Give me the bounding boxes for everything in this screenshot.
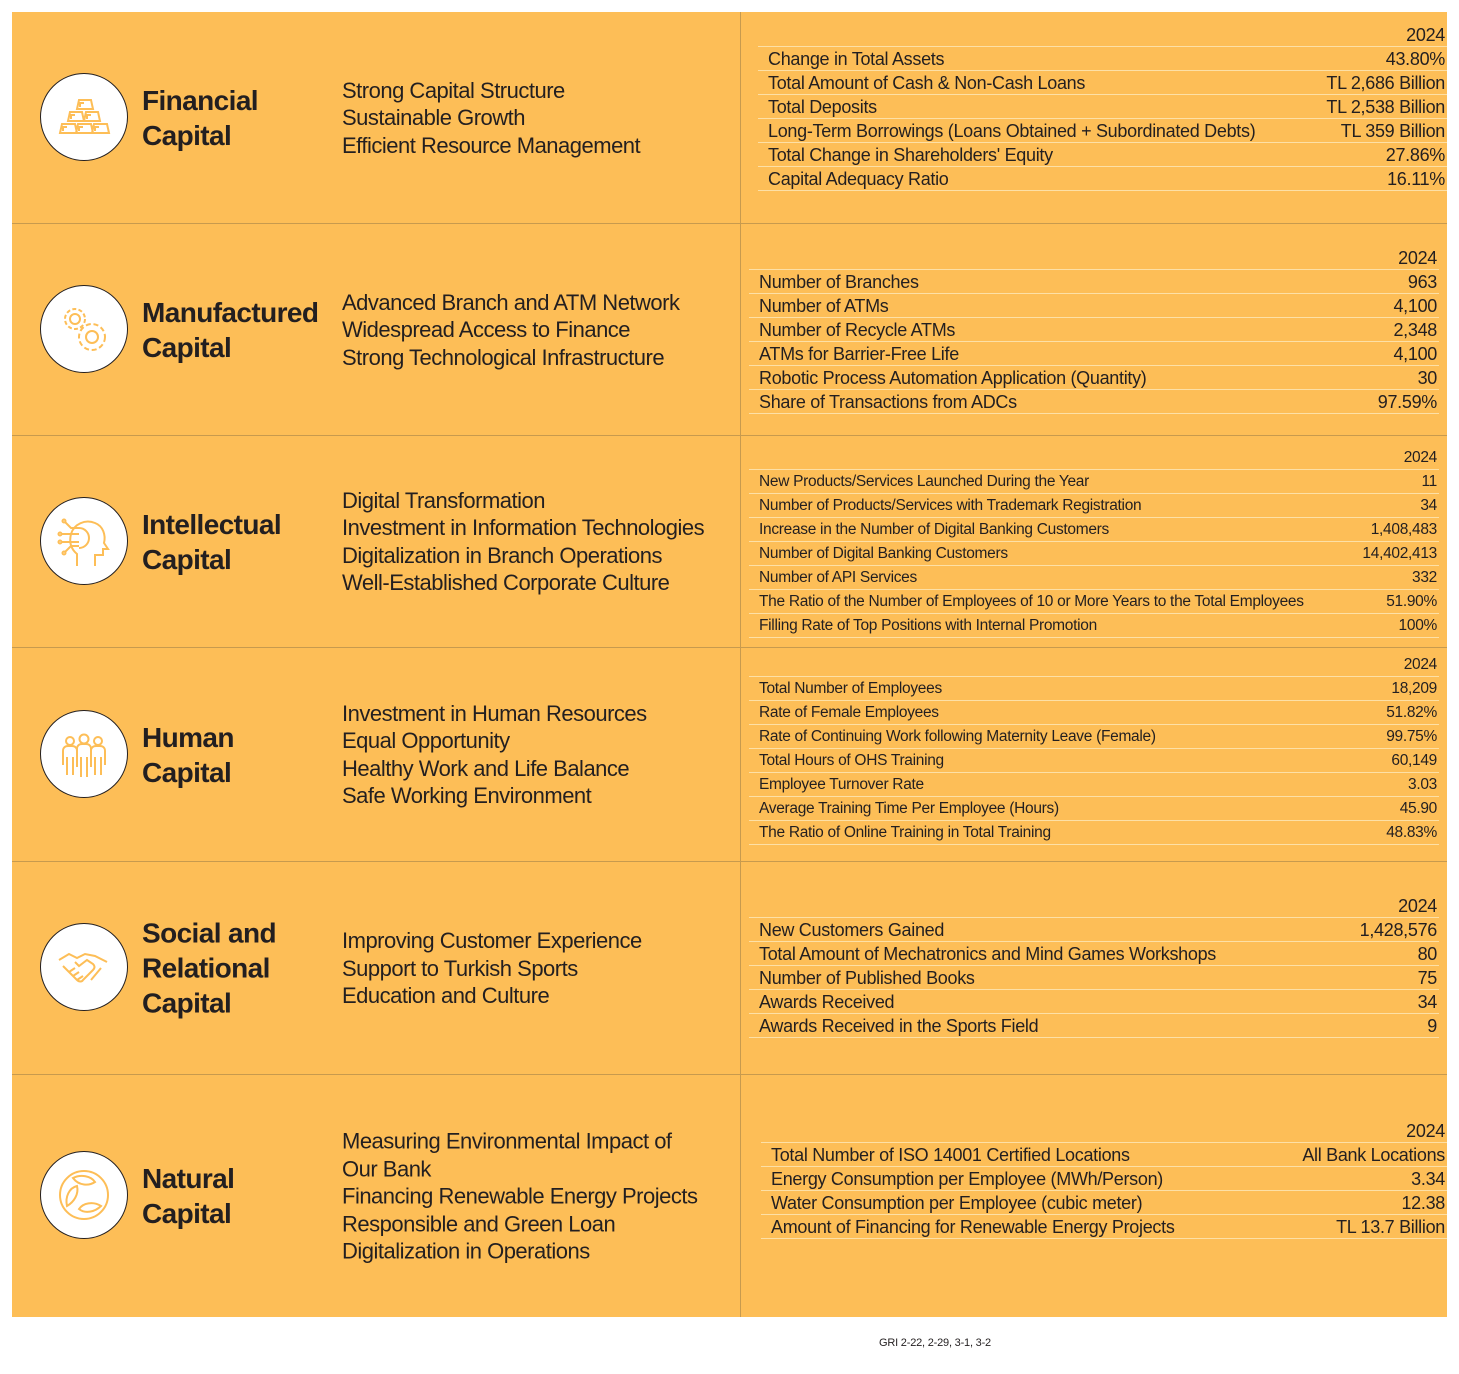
table-row [761, 1191, 1447, 1215]
table-row [749, 470, 1439, 494]
indicator-label: Total Deposits [758, 95, 1305, 119]
indicator-label: Capital Adequacy Ratio [758, 167, 1305, 191]
table-row [749, 590, 1439, 614]
icon-circle [40, 1151, 128, 1239]
capital-title-line: Human [142, 721, 234, 753]
table-row [749, 942, 1439, 966]
indicator-value: TL 13.7 Billion [1262, 1215, 1447, 1239]
capital-summary [12, 648, 741, 861]
table-row [749, 494, 1439, 518]
indicator-value: 2,348 [1335, 318, 1439, 342]
indicator-label: Amount of Financing for Renewable Energy Projects [761, 1215, 1262, 1239]
indicator-value: 12.38 [1262, 1191, 1447, 1215]
indicator-value: TL 2,538 Billion [1305, 95, 1447, 119]
icon-circle [40, 285, 128, 373]
capital-summary [12, 862, 741, 1074]
indicator-label: Total Hours of OHS Training [749, 749, 1348, 773]
year-header: 2024 [1305, 23, 1447, 47]
capital-title-line: Relational [142, 952, 270, 984]
table-row [758, 143, 1447, 167]
focus-item: Healthy Work and Life Balance [342, 755, 630, 781]
focus-item: Improving Customer Experience [342, 927, 642, 953]
indicator-label: Awards Received [749, 990, 1329, 1014]
indicator-value: 3.03 [1348, 773, 1439, 797]
capital-title-line: Capital [142, 119, 232, 151]
indicator-value: 9 [1329, 1014, 1439, 1038]
table-row [749, 294, 1439, 318]
icon-circle [40, 497, 128, 585]
capital-title [142, 916, 276, 1021]
year-header: 2024 [1262, 1119, 1447, 1143]
icon-circle [40, 710, 128, 798]
focus-item: Efficient Resource Management [342, 132, 641, 158]
year-header: 2024 [1335, 246, 1439, 270]
capital-title-line: Natural [142, 1163, 235, 1194]
indicator-label: Robotic Process Automation Application (Quantity) [749, 366, 1335, 390]
indicator-label: Change in Total Assets [758, 47, 1305, 71]
indicator-label: Long-Term Borrowings (Loans Obtained + Subordinated Debts) [758, 119, 1305, 143]
capital-focus-list [342, 927, 642, 1010]
table-row [749, 918, 1439, 942]
table-row [749, 390, 1439, 414]
table-row [758, 119, 1447, 143]
capital-focus-list [342, 76, 640, 159]
table-row [749, 366, 1439, 390]
indicator-value: 80 [1329, 942, 1439, 966]
capital-title-line: Capital [142, 543, 232, 575]
focus-item: Our Bank [342, 1155, 431, 1181]
table-row [761, 1215, 1447, 1239]
indicator-label: New Customers Gained [749, 918, 1329, 942]
year-header-row [749, 246, 1439, 270]
indicator-value: 963 [1335, 270, 1439, 294]
indicator-value: 34 [1329, 990, 1439, 1014]
indicator-label: Number of Published Books [749, 966, 1329, 990]
indicator-label: Number of API Services [749, 566, 1347, 590]
indicator-label: The Ratio of Online Training in Total Training [749, 821, 1348, 845]
indicator-value: 99.75% [1348, 725, 1439, 749]
capital-title-line: Intellectual [142, 508, 282, 540]
indicator-value: 1,428,576 [1329, 918, 1439, 942]
capital-focus-list [342, 288, 680, 371]
indicator-value: 18,209 [1348, 677, 1439, 701]
indicator-value: 16.11% [1305, 167, 1447, 191]
table-row [749, 773, 1439, 797]
indicator-value: 14,402,413 [1347, 542, 1439, 566]
year-header-row [761, 1119, 1447, 1143]
capital-title [142, 1161, 234, 1231]
table-row [749, 797, 1439, 821]
year-header-row [749, 653, 1439, 677]
section-human-capital [12, 648, 1447, 862]
table-row [749, 1014, 1439, 1038]
focus-item: Measuring Environmental Impact of [342, 1128, 672, 1154]
indicator-table [758, 23, 1447, 191]
indicator-value: 75 [1329, 966, 1439, 990]
table-row [758, 71, 1447, 95]
indicator-value: 45.90 [1348, 797, 1439, 821]
indicator-label: Rate of Continuing Work following Maternity Leave (Female) [749, 725, 1348, 749]
indicator-value: 3.34 [1262, 1167, 1447, 1191]
section-social-capital [12, 862, 1447, 1075]
indicator-label: Total Change in Shareholders' Equity [758, 143, 1305, 167]
table-row [749, 990, 1439, 1014]
indicator-table [749, 446, 1439, 638]
capital-title-line: Capital [142, 987, 232, 1019]
table-row [749, 677, 1439, 701]
year-header: 2024 [1329, 894, 1439, 918]
focus-item: Advanced Branch and ATM Network [342, 289, 680, 315]
capital-title-line: Social and [142, 917, 277, 949]
table-row [758, 167, 1447, 191]
focus-item: Support to Turkish Sports [342, 955, 578, 981]
indicator-label: Number of Branches [749, 270, 1335, 294]
capital-focus-list [342, 487, 704, 597]
focus-item: Responsible and Green Loan [342, 1210, 616, 1236]
indicator-label: The Ratio of the Number of Employees of 10 or More Years to the Total Employees [749, 590, 1347, 614]
year-header-row [758, 23, 1447, 47]
indicator-table [749, 653, 1439, 845]
indicator-label: Water Consumption per Employee (cubic meter) [761, 1191, 1262, 1215]
section-manufactured-capital [12, 224, 1447, 436]
year-header: 2024 [1348, 653, 1439, 677]
indicator-label: Awards Received in the Sports Field [749, 1014, 1329, 1038]
icon-circle [40, 73, 128, 161]
indicator-label: New Products/Services Launched During the Year [749, 470, 1347, 494]
digital-head-icon [57, 514, 111, 568]
capital-summary [12, 12, 741, 223]
section-natural-capital [12, 1075, 1447, 1317]
section-financial-capital [12, 12, 1447, 224]
indicator-value: 100% [1347, 614, 1439, 638]
indicator-label: Increase in the Number of Digital Banking Customers [749, 518, 1347, 542]
table-row [761, 1167, 1447, 1191]
indicator-value: 51.90% [1347, 590, 1439, 614]
indicator-value: 11 [1347, 470, 1439, 494]
indicator-value: TL 359 Billion [1305, 119, 1447, 143]
indicator-table-area [741, 1075, 1447, 1317]
focus-item: Education and Culture [342, 982, 550, 1008]
capital-title-line: Capital [142, 1198, 232, 1229]
year-header: 2024 [1347, 446, 1439, 470]
indicator-label: ATMs for Barrier-Free Life [749, 342, 1335, 366]
focus-item: Digitalization in Branch Operations [342, 542, 663, 568]
capital-title [142, 295, 318, 365]
table-row [749, 542, 1439, 566]
indicator-label: Filling Rate of Top Positions with Internal Promotion [749, 614, 1347, 638]
indicator-label: Number of Digital Banking Customers [749, 542, 1347, 566]
indicator-table-area [741, 436, 1447, 647]
table-row [749, 614, 1439, 638]
leaves-icon [57, 1168, 111, 1222]
indicator-table [749, 894, 1439, 1038]
people-icon [57, 727, 111, 781]
indicator-label: Share of Transactions from ADCs [749, 390, 1335, 414]
indicator-label: Total Number of Employees [749, 677, 1348, 701]
indicator-value: 4,100 [1335, 294, 1439, 318]
capital-focus-list [342, 700, 647, 810]
capital-title [142, 83, 258, 153]
table-row [749, 318, 1439, 342]
indicator-label: Number of Products/Services with Trademark Registration [749, 494, 1347, 518]
focus-item: Strong Technological Infrastructure [342, 344, 665, 370]
indicator-table [761, 1119, 1447, 1239]
gold-bars-icon [57, 90, 111, 144]
capital-title-line: Manufactured [142, 296, 319, 328]
focus-item: Safe Working Environment [342, 783, 592, 808]
year-header-row [749, 446, 1439, 470]
table-row [749, 270, 1439, 294]
table-row [749, 749, 1439, 773]
capitals-board [12, 12, 1447, 1317]
table-row [749, 701, 1439, 725]
table-row [758, 95, 1447, 119]
capital-title-line: Financial [142, 84, 258, 116]
indicator-label: Rate of Female Employees [749, 701, 1348, 725]
indicator-label: Total Number of ISO 14001 Certified Locations [761, 1143, 1262, 1167]
indicator-table [749, 246, 1439, 414]
indicator-value: 34 [1347, 494, 1439, 518]
gears-icon [57, 302, 111, 356]
indicator-label: Number of Recycle ATMs [749, 318, 1335, 342]
indicator-value: 51.82% [1348, 701, 1439, 725]
capital-focus-list [342, 1127, 697, 1265]
table-row [749, 518, 1439, 542]
indicator-table-area [741, 648, 1447, 861]
indicator-value: 27.86% [1305, 143, 1447, 167]
indicator-label: Total Amount of Mechatronics and Mind Games Workshops [749, 942, 1329, 966]
indicator-value: 97.59% [1335, 390, 1439, 414]
focus-item: Investment in Human Resources [342, 700, 647, 726]
gri-footnote: GRI 2-22, 2-29, 3-1, 3-2 [879, 1337, 991, 1349]
indicator-label: Employee Turnover Rate [749, 773, 1348, 797]
indicator-table-area [741, 862, 1447, 1074]
indicator-value: 48.83% [1348, 821, 1439, 845]
capital-summary [12, 1075, 741, 1317]
table-row [761, 1143, 1447, 1167]
indicator-value: 4,100 [1335, 342, 1439, 366]
capital-title [142, 507, 281, 577]
focus-item: Sustainable Growth [342, 104, 525, 130]
section-intellectual-capital [12, 436, 1447, 648]
focus-item: Digitalization in Operations [342, 1238, 590, 1264]
capital-title-line: Capital [142, 756, 232, 788]
table-row [749, 966, 1439, 990]
capital-summary [12, 436, 741, 647]
table-row [749, 342, 1439, 366]
capital-title-line: Capital [142, 331, 232, 363]
handshake-icon [57, 940, 111, 994]
indicator-table-area [741, 12, 1447, 223]
capital-summary [12, 224, 741, 435]
indicator-value: 1,408,483 [1347, 518, 1439, 542]
indicator-value: All Bank Locations [1262, 1143, 1447, 1167]
indicator-label: Energy Consumption per Employee (MWh/Person) [761, 1167, 1262, 1191]
focus-item: Widespread Access to Finance [342, 316, 631, 342]
table-row [749, 725, 1439, 749]
indicator-label: Average Training Time Per Employee (Hours) [749, 797, 1348, 821]
table-row [749, 566, 1439, 590]
indicator-value: 60,149 [1348, 749, 1439, 773]
indicator-table-area [741, 224, 1447, 435]
table-row [749, 821, 1439, 845]
indicator-value: 30 [1335, 366, 1439, 390]
table-row [758, 47, 1447, 71]
focus-item: Strong Capital Structure [342, 77, 565, 103]
capital-title [142, 720, 234, 790]
indicator-label: Number of ATMs [749, 294, 1335, 318]
icon-circle [40, 923, 128, 1011]
indicator-label: Total Amount of Cash & Non-Cash Loans [758, 71, 1305, 95]
indicator-value: TL 2,686 Billion [1305, 71, 1447, 95]
focus-item: Investment in Information Technologies [342, 515, 705, 540]
focus-item: Equal Opportunity [342, 728, 510, 753]
focus-item: Digital Transformation [342, 487, 545, 513]
focus-item: Financing Renewable Energy Projects [342, 1183, 698, 1209]
indicator-value: 43.80% [1305, 47, 1447, 71]
indicator-value: 332 [1347, 566, 1439, 590]
focus-item: Well-Established Corporate Culture [342, 570, 670, 595]
year-header-row [749, 894, 1439, 918]
